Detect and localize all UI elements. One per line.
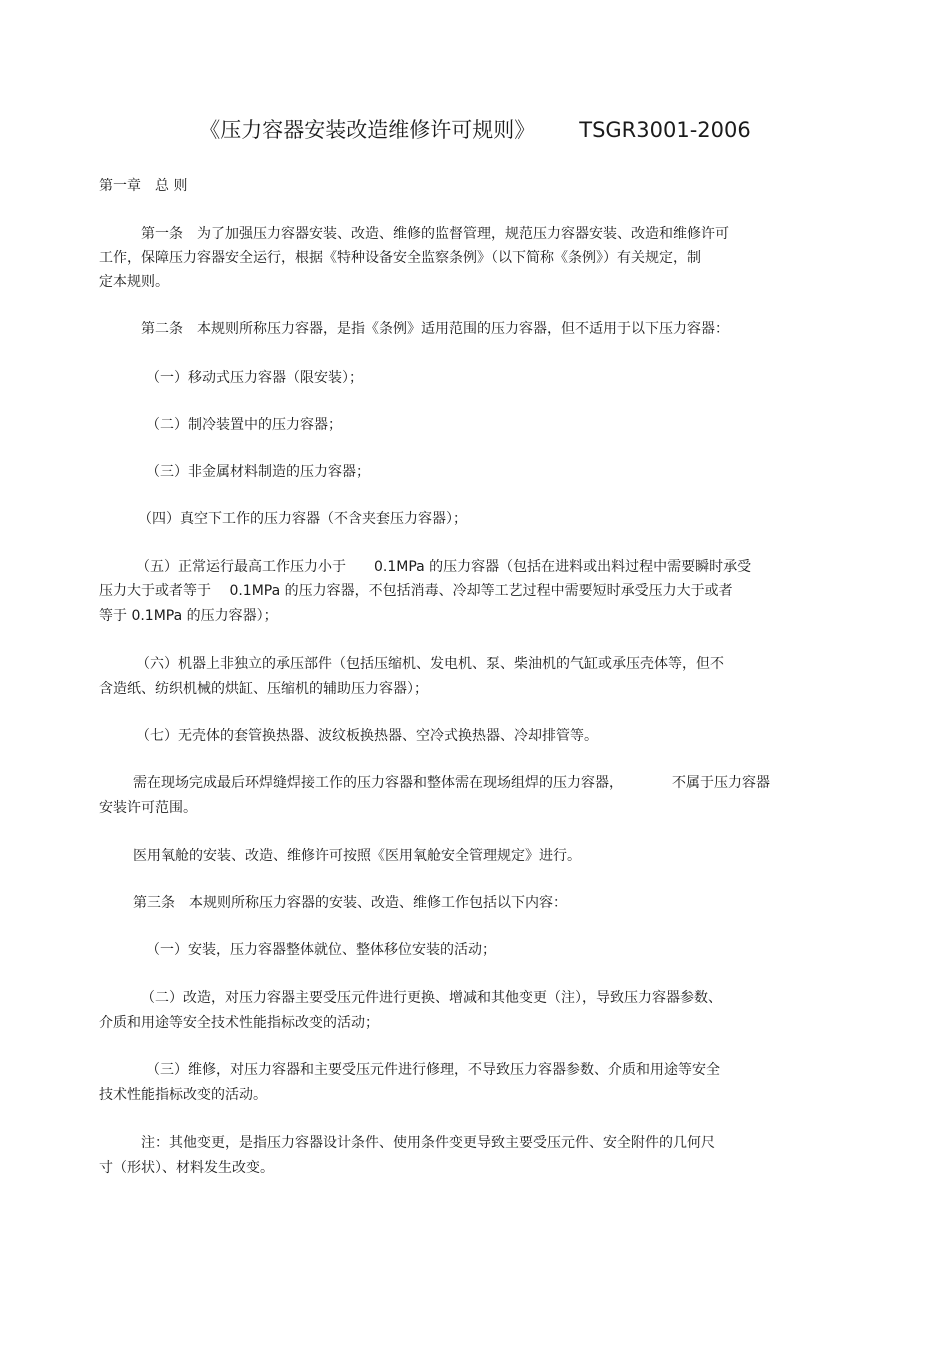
- chapter-heading: 第一章 总 则: [99, 178, 188, 194]
- exclusion-item-1: （一）移动式压力容器（限安装）；: [146, 370, 363, 386]
- exclusion-item-5-line-1: （五）正常运行最高工作压力小于 0.1MPa 的压力容器（包括在进料或出料过程中需要瞬时承受: [136, 559, 752, 575]
- scope-item-1: （一）安装，压力容器整体就位、整体移位安装的活动；: [146, 942, 496, 958]
- article-1-line-3: 定本规则。: [99, 274, 169, 290]
- scope-item-3-line-1: （三）维修，对压力容器和主要受压元件进行修理，不导致压力容器参数、介质和用途等安全: [146, 1062, 720, 1078]
- note-line-1: 注：其他变更，是指压力容器设计条件、使用条件变更导致主要受压元件、安全附件的几何尺: [141, 1135, 715, 1151]
- exclusion-item-2: （二）制冷装置中的压力容器；: [146, 417, 342, 433]
- scope-item-2-line-1: （二）改造，对压力容器主要受压元件进行更换、增减和其他变更（注），导致压力容器参数、: [141, 990, 722, 1006]
- exclusion-item-6-line-2: 含造纸、纺织机械的烘缸、压缩机的辅助压力容器）；: [99, 681, 428, 697]
- article-1-line-1: 第一条 为了加强压力容器安装、改造、维修的监督管理，规范压力容器安装、改造和维修许可: [141, 226, 729, 242]
- article-1-line-2: 工作，保障压力容器安全运行，根据《特种设备安全监察条例》（以下简称《条例》）有关规定，制: [99, 250, 701, 266]
- field-weld-line-1: 需在现场完成最后环焊缝焊接工作的压力容器和整体需在现场组焊的压力容器， 不属于压力容器: [133, 775, 770, 791]
- exclusion-item-3: （三）非金属材料制造的压力容器；: [146, 464, 370, 480]
- exclusion-item-6-line-1: （六）机器上非独立的承压部件（包括压缩机、发电机、泵、柴油机的气缸或承压壳体等，但不: [136, 656, 724, 672]
- article-3-line-1: 第三条 本规则所称压力容器的安装、改造、维修工作包括以下内容：: [133, 895, 567, 911]
- exclusion-item-5-line-3: 等于 0.1MPa 的压力容器）；: [99, 608, 278, 624]
- document-title: [0, 114, 950, 144]
- exclusion-item-5-line-2: 压力大于或者等于 0.1MPa 的压力容器，不包括消毒、冷却等工艺过程中需要短时承受压力大于或者: [99, 583, 733, 599]
- scope-item-3-line-2: 技术性能指标改变的活动。: [99, 1087, 267, 1103]
- title-text: 《压力容器安装改造维修许可规则》: [199, 118, 536, 142]
- oxygen-chamber-paragraph: 医用氧舱的安装、改造、维修许可按照《医用氧舱安全管理规定》进行。: [133, 848, 581, 864]
- standard-code: TSGR3001-2006: [579, 118, 751, 142]
- note-line-2: 寸（形状）、材料发生改变。: [99, 1160, 274, 1176]
- scope-item-2-line-2: 介质和用途等安全技术性能指标改变的活动；: [99, 1015, 379, 1031]
- exclusion-item-4: （四）真空下工作的压力容器（不含夹套压力容器）；: [138, 511, 467, 527]
- article-2-line-1: 第二条 本规则所称压力容器，是指《条例》适用范围的压力容器，但不适用于以下压力容器：: [141, 321, 729, 337]
- exclusion-item-7: （七）无壳体的套管换热器、波纹板换热器、空冷式换热器、冷却排管等。: [136, 728, 598, 744]
- field-weld-line-2: 安装许可范围。: [99, 800, 197, 816]
